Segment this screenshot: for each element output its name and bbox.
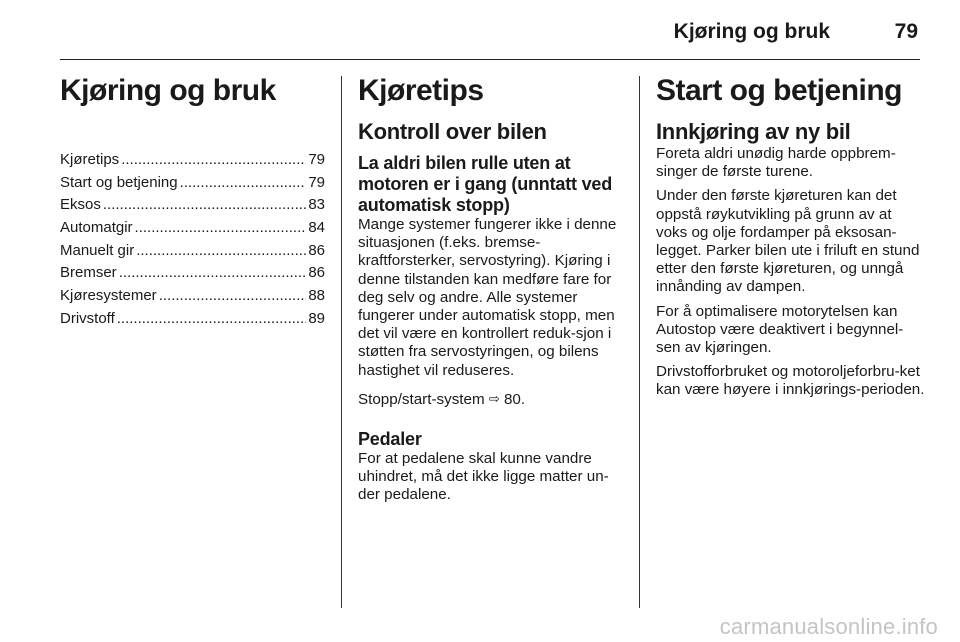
body-paragraph: Mange systemer fungerer ikke i denne situasjonen (f.eks. bremse-kraftforsterker, servostyring). Kjøring i denne tilstanden kan medføre fare for deg selv og andre. Alle systemer fungerer under automatisk stopp, men det vil være en kontrollert reduk-sjon i støtten fra servostyringen, og bilens hastighet vil reduseres. (358, 216, 617, 379)
body-paragraph: Foreta aldri unødig harde oppbrem-singer de første turene. (656, 145, 896, 181)
toc-entry[interactable] (60, 262, 325, 285)
toc-leader (136, 240, 306, 263)
toc-entry[interactable] (60, 194, 325, 217)
driving-tips-column (358, 73, 624, 505)
toc-label: Kjøresystemer (60, 287, 157, 305)
section-subtitle: Innkjøring av ny bil (656, 119, 851, 144)
running-header-title: Kjøring og bruk (673, 20, 830, 43)
toc-leader (180, 172, 307, 195)
toc-label: Eksos (60, 196, 101, 214)
pedals-heading: Pedaler (358, 429, 422, 450)
reference-label: Stopp/start-system (358, 390, 485, 408)
toc-entry[interactable] (60, 285, 325, 308)
toc-entry[interactable] (60, 217, 325, 240)
toc-page: 83 (308, 196, 325, 214)
reference-arrow-icon: ⇨ (488, 390, 500, 406)
toc-label: Bremser (60, 264, 117, 282)
watermark: carmanualsonline.info (719, 614, 938, 639)
toc-leader (121, 149, 306, 172)
toc-column (60, 73, 325, 331)
toc-leader (159, 285, 307, 308)
toc-label: Automatgir (60, 219, 133, 237)
toc-entry[interactable] (60, 172, 325, 195)
page-number: 79 (894, 20, 918, 43)
toc-entry[interactable] (60, 308, 325, 331)
column-divider-1 (341, 76, 342, 608)
toc-page: 86 (308, 241, 325, 259)
toc-page: 79 (308, 173, 325, 191)
cross-reference[interactable] (358, 391, 624, 409)
toc-page: 84 (308, 219, 325, 237)
toc-entry[interactable] (60, 240, 325, 263)
reference-page: 80. (503, 390, 526, 408)
toc-label: Start og betjening (60, 173, 178, 191)
toc-page: 88 (308, 287, 325, 305)
start-operation-column (656, 73, 926, 400)
toc-page: 89 (308, 309, 325, 327)
toc-leader (119, 262, 307, 285)
column-divider-2 (639, 76, 640, 608)
toc-leader (103, 194, 306, 217)
body-paragraph: Under den første kjøreturen kan det oppstå røykutvikling på grunn av at voks og olje fordamper på eksosan-legget. Parker bilen ute i friluft en stund etter den første kjøreturen, og unngå innånding av dampen. (656, 187, 920, 296)
toc-page: 79 (308, 151, 325, 168)
toc-label: Manuelt gir (60, 241, 135, 259)
toc-leader (135, 217, 307, 240)
chapter-title: Kjøring og bruk (60, 74, 276, 107)
toc-page: 86 (308, 264, 325, 282)
body-paragraph: For å optimalisere motorytelsen kan Autostop være deaktivert i begynnel-sen av kjøringen. (656, 302, 904, 357)
header-rule (60, 59, 920, 60)
toc-entry[interactable] (60, 149, 325, 172)
section-title: Kjøretips (358, 74, 484, 107)
toc-label: Kjøretips (60, 151, 120, 168)
warning-heading: La aldri bilen rulle uten at motoren er i gang (unntatt ved automatisk stopp) (358, 153, 613, 215)
toc-leader (117, 308, 307, 331)
body-paragraph: For at pedalene skal kunne vandre uhindret, må det ikke ligge matter un-der pedalene. (358, 450, 609, 504)
table-of-contents (60, 149, 325, 331)
body-paragraph: Drivstofforbruket og motoroljeforbru-ket kan være høyere i innkjørings-perioden. (656, 363, 925, 399)
section-title: Start og betjening (656, 74, 902, 107)
section-subtitle: Kontroll over bilen (358, 119, 547, 144)
toc-label: Drivstoff (60, 309, 115, 327)
